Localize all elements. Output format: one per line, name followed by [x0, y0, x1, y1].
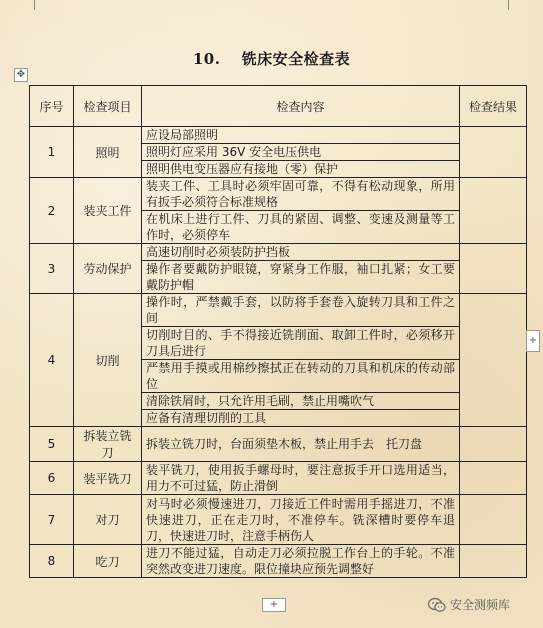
cell-item: 装夹工件 — [74, 178, 142, 244]
cell-no: 2 — [30, 178, 74, 244]
cell-content: 严禁用手摸或用棉纱擦拭正在转动的刀具和机床的传动部位 — [142, 360, 460, 393]
cell-content: 高速切削时必须装防护挡板 — [142, 244, 460, 261]
header-item: 检查项目 — [74, 86, 142, 127]
table-row — [30, 127, 527, 144]
table-header-row — [30, 86, 527, 127]
cell-content: 操作时，严禁戴手套，以防将手套卷入旋转刀具和工件之间 — [142, 294, 460, 327]
cell-content: 清除铁屑时，只允许用毛刷，禁止用嘴吹气 — [142, 393, 460, 410]
cell-item: 装平铣刀 — [74, 462, 142, 495]
cell-content: 应备有清理切削的工具 — [142, 410, 460, 427]
table-move-handle-icon[interactable]: ✥ — [14, 68, 28, 82]
cell-item: 切削 — [74, 294, 142, 427]
watermark-text: 安全测频库 — [450, 598, 511, 612]
cell-content: 装平铣刀，使用扳手螺母时，要注意扳手开口选用适当，用力不可过猛，防止滑倒 — [142, 462, 460, 495]
cell-content: 照明灯应采用 36V 安全电压供电 — [142, 144, 460, 161]
cell-no: 6 — [30, 462, 74, 495]
header-content: 检查内容 — [142, 86, 460, 127]
cell-item: 对刀 — [74, 495, 142, 545]
cell-content: 进刀不能过猛，自动走刀必须拉脱工作台上的手轮。不准突然改变进刀速度。限位撞块应预先调整好 — [142, 545, 460, 578]
cell-no: 1 — [30, 127, 74, 178]
add-column-plus-icon[interactable]: + — [526, 330, 540, 352]
table-row — [30, 495, 527, 545]
cell-item: 照明 — [74, 127, 142, 178]
cell-no: 3 — [30, 244, 74, 294]
inspection-table — [29, 85, 527, 578]
cell-content: 对马时必须慢速进刀，刀接近工件时需用手摇进刀，不准快速进刀，正在走刀时，不准停车。铣深槽时要停车退刀，快速进刀时，注意手柄伤人 — [142, 495, 460, 545]
cell-content: 在机床上进行工件、刀具的紧固、调整、变速及测量等工作时，必须停车 — [142, 211, 460, 244]
header-result: 检查结果 — [460, 86, 527, 127]
cell-no: 7 — [30, 495, 74, 545]
cell-content: 拆装立铣刀时，台面须垫木板，禁止用手去 托刀盘 — [142, 427, 460, 462]
table-row — [30, 294, 527, 327]
header-no: 序号 — [30, 86, 74, 127]
cell-no: 8 — [30, 545, 74, 578]
cell-item: 吃刀 — [74, 545, 142, 578]
cell-result[interactable] — [460, 127, 527, 178]
cell-result[interactable] — [460, 495, 527, 545]
cell-item: 拆装立铣刀 — [74, 427, 142, 462]
cell-result[interactable] — [460, 462, 527, 495]
page-corner-mark — [508, 0, 509, 10]
cell-content: 操作者要戴防护眼镜，穿紧身工作服，袖口扎紧；女工要戴防护帽 — [142, 261, 460, 294]
cell-content: 切削时目的、手不得接近铣削面、取卸工件时，必须移开刀具后进行 — [142, 327, 460, 360]
cell-item: 劳动保护 — [74, 244, 142, 294]
page-corner-mark — [34, 0, 35, 10]
add-row-plus-icon[interactable]: + — [262, 598, 286, 612]
watermark — [428, 596, 510, 613]
table-row — [30, 178, 527, 211]
table-row — [30, 462, 527, 495]
cell-result[interactable] — [460, 294, 527, 427]
table-row — [30, 244, 527, 261]
cell-result[interactable] — [460, 244, 527, 294]
page-title: 10. 铣床安全检查表 — [192, 50, 351, 68]
cell-no: 5 — [30, 427, 74, 462]
table-row — [30, 427, 527, 462]
cell-content: 装夹工件、工具时必须牢固可靠，不得有松动现象，所用有扳手必须符合标准规格 — [142, 178, 460, 211]
cell-no: 4 — [30, 294, 74, 427]
cell-result[interactable] — [460, 427, 527, 462]
cell-content: 照明供电变压器应有接地（零）保护 — [142, 161, 460, 178]
cell-result[interactable] — [460, 178, 527, 244]
wechat-icon — [428, 597, 446, 613]
table-row — [30, 545, 527, 578]
cell-content: 应设局部照明 — [142, 127, 460, 144]
cell-result[interactable] — [460, 545, 527, 578]
